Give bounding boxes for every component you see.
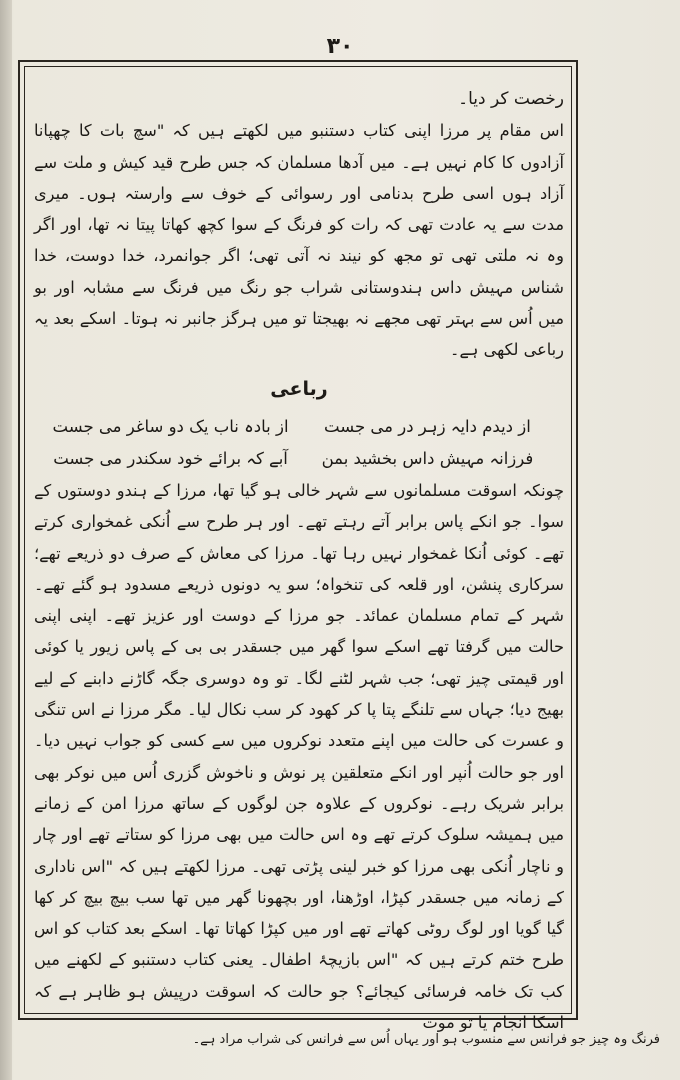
page-number: ۳۰ [326,34,354,59]
paragraph-hardship: چونکہ اسوقت مسلمانوں سے شہر خالی ہو گیا تھا، مرزا کے ہندو دوستوں کے سوا۔ جو انکے پاس برابر آتے رہتے تھے۔ اور ہر طرح سے اُنکی غمخواری کرتے تھے۔ کوئی اُنکا غمخوار نہیں رہا تھا۔ مرزا کی معاش کے صرف دو ذریعے تھے؛ سرکاری پنشن، اور قلعہ کی تنخواہ؛ سو یہ دونوں ذریعے مسدود ہو گئے تھے۔ شہر کے تمام مسلمان عمائد۔ جو مرزا کے دوست اور عزیز تھے۔ اپنی اپنی حالت میں گرفتا تھے اسکے سوا گھر میں جسقدر بی بی کے پاس زیور یا کوئی اور قیمتی چیز تھی؛ جب شہر لٹنے لگا۔ تو وہ دوسری جگہ گاڑنے دابنے کے لیے بھیج دیا؛ جہاں سے تلنگے پتا پا کر کھود کر سب نکال لیا۔ مگر مرزا نے اس تنگی و عسرت کی حالت میں اپنے متعدد نوکروں میں سے کسی کو جواب نہیں دیا۔ اور جو حالت اُنپر اور انکے متعلقین پر نوش و ناخوش گزری اُس میں نوکر بھی برابر شریک رہے۔ نوکروں کے علاوہ جن لوگوں کے ساتھ مرزا امن کے زمانے میں ہمیشہ سلوک کرتے تھے وہ اس حالت میں بھی مرزا کو ستاتے تھے اور چار و ناچار اُنکی بھی مرزا کو خبر لینی پڑتی تھی۔ مرزا لکھتے ہیں کہ "اس ناداری کے زمانہ میں جسقدر کپڑا، اوڑھنا، اور بچھونا گھر میں تھا سب بیچ بیچ کر کھا گیا گویا اور لوگ روٹی کھاتے تھے اور میں کپڑا کھاتا تھا۔ اسکے بعد کتاب کو اس طرح ختم کرتے ہیں کہ "اس بازیچۂ اطفال۔ یعنی کتاب دستنبو کے لکھنے میں کب تک خامہ فرسائی کیجائے؟ جو حالت کہ اسوقت درپیش ہو ظاہر ہے کہ اسکا انجام یا تو موت [34,480,564,1033]
book-binding-edge [0,0,12,1080]
couplet-2 [34,443,564,475]
footnote: فرنگ وہ چیز جو فرانس سے منسوب ہو اور یہاں اُس سے فرانس کی شراب مراد ہے۔ [192,1032,660,1047]
opening-line: رخصت کر دیا۔ [458,89,564,109]
couplet-1-left-hemistich: از بادہ ناب یک دو ساغر می جست [52,416,289,436]
couplet-1 [34,411,564,443]
couplet-2-right-hemistich: فرزانہ مہیش داس بخشید بمن [321,448,534,468]
page-body [34,84,564,1033]
couplet-1-right-hemistich: از دیدم دایہ زہر در می جست [324,416,531,436]
paragraph-dastanbu-quote: اس مقام پر مرزا اپنی کتاب دستنبو میں لکھتے ہیں کہ "سچ بات کا چھپانا آزادوں کا کام نہیں ہے۔ میں آدھا مسلمان کہ جس طرح قید کیش و ملت سے آزاد ہوں اسی طرح بدنامی اور رسوائی کے خوف سے وارستہ ہوں۔ میری مدت سے یہ عادت تھی کہ رات کو فرنگ کے سوا کچھ کھاتا پیتا نہ تھا، اور اگر وہ نہ ملتی تھی تو مجھ کو نیند نہ آتی تھی؛ اگر جوانمرد، خدا دوست، خدا شناس مہیش داس ہندوستانی شراب جو رنگ میں فرنگ سے مشابہ اور بو میں اُس سے بہتر تھی مجھے نہ بھیجتا تو میں ہرگز جانبر نہ ہوتا۔ اسکے بعد یہ رباعی لکھی ہے۔ [34,121,564,360]
couplet-2-left-hemistich: آبے کہ برائے خود سکندر می جست [53,448,288,468]
rubai-title: رباعی [270,377,328,400]
